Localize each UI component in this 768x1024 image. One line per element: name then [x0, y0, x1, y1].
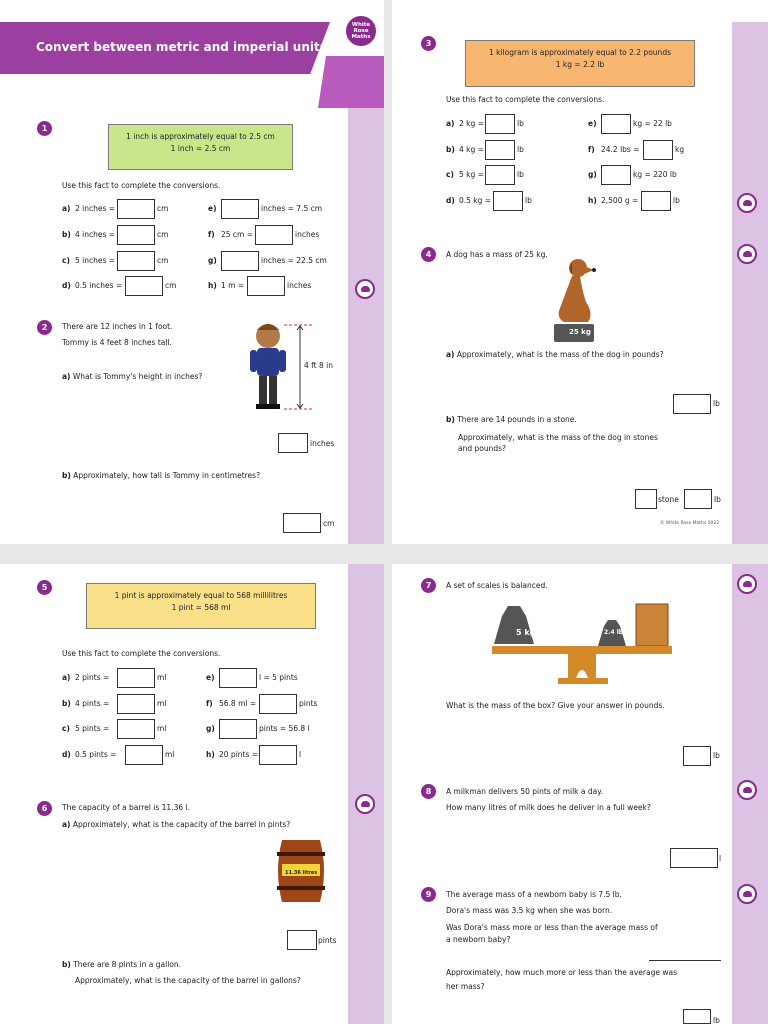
conversion-text: 5 pints = [75, 724, 110, 733]
answer-box[interactable] [683, 746, 711, 766]
question-text: and pounds? [458, 444, 506, 453]
weight-label: 5 kg [516, 628, 536, 637]
conversion-text: cm [157, 230, 169, 239]
part-label: a) [62, 673, 71, 682]
conversion-text: ml [157, 699, 167, 708]
unit-label: lb [713, 1016, 720, 1024]
fact-box [108, 124, 293, 170]
answer-box[interactable] [684, 489, 712, 509]
part-text: Approximately, what is the capacity of the barrel in pints? [72, 820, 291, 829]
answer-box[interactable] [117, 225, 155, 245]
part-label: b) [62, 230, 71, 239]
question-text [446, 350, 664, 360]
unit-label: l [719, 854, 722, 863]
answer-box[interactable] [259, 745, 297, 765]
part-label: c) [62, 724, 70, 733]
question-text: Approximately, what is the capacity of the barrel in gallons? [75, 976, 301, 985]
page-4 [392, 564, 768, 1024]
conversion-text: pints [299, 699, 318, 708]
question-text: What is the mass of the box? Give your answer in pounds. [446, 701, 665, 710]
side-strip [732, 22, 768, 544]
conversion-text: lb [517, 170, 524, 179]
answer-box[interactable] [221, 199, 259, 219]
part-label: a) [62, 820, 71, 829]
part-label: d) [62, 750, 71, 759]
conversion-text: 1 m = [221, 281, 245, 290]
conversion-text: kg = 220 lb [633, 170, 677, 179]
question-text: Was Dora's mass more or less than the average mass of [446, 923, 658, 932]
answer-box[interactable] [485, 140, 515, 160]
balance-scales-illustration [490, 602, 674, 686]
unit-label: pints [318, 936, 337, 945]
answer-box[interactable] [255, 225, 293, 245]
question-text [446, 415, 577, 425]
question-text [62, 820, 290, 830]
conversion-text: 0.5 inches = [75, 281, 123, 290]
question-text: Dora's mass was 3.5 kg when she was born. [446, 906, 613, 915]
question-text: There are 12 inches in 1 foot. [62, 322, 173, 331]
logo-text: Rose [353, 28, 369, 34]
question-text: How many litres of milk does he deliver in a full week? [446, 803, 651, 812]
part-label: g) [206, 724, 215, 733]
tick-icon [355, 794, 375, 814]
question-text: Tommy is 4 feet 8 inches tall. [62, 338, 172, 347]
logo-text: Maths [351, 34, 371, 40]
answer-box[interactable] [117, 719, 155, 739]
part-text: There are 8 pints in a gallon. [73, 960, 182, 969]
part-label: e) [588, 119, 597, 128]
fact-box [86, 583, 316, 629]
question-text [62, 372, 202, 382]
question-text [62, 960, 181, 970]
fact-text: 1 pint = 568 ml [171, 603, 231, 612]
question-number: 1 [37, 121, 52, 136]
part-label: c) [62, 256, 70, 265]
conversion-text: lb [517, 119, 524, 128]
tick-icon [737, 884, 757, 904]
page-3 [0, 564, 384, 1024]
question-text: A set of scales is balanced. [446, 581, 548, 590]
logo [344, 14, 378, 48]
answer-box[interactable] [117, 694, 155, 714]
part-label: b) [62, 471, 71, 480]
question-text: A dog has a mass of 25 kg. [446, 250, 548, 259]
unit-label: lb [714, 495, 721, 504]
question-number: 9 [421, 887, 436, 902]
answer-box[interactable] [643, 140, 673, 160]
part-label: a) [62, 204, 71, 213]
copyright: © White Rose Maths 2022 [660, 521, 720, 526]
conversion-text: cm [157, 204, 169, 213]
part-label: a) [446, 350, 455, 359]
question-number: 3 [421, 36, 436, 51]
conversion-text: 25 cm = [221, 230, 254, 239]
answer-box[interactable] [219, 668, 257, 688]
part-text: Approximately, how tall is Tommy in centimetres? [73, 471, 261, 480]
question-number: 8 [421, 784, 436, 799]
instruction: Use this fact to complete the conversions. [62, 181, 221, 190]
unit-label: lb [713, 751, 720, 760]
tick-icon [737, 244, 757, 264]
part-label: f) [208, 230, 215, 239]
question-text: Approximately, how much more or less than the average was [446, 968, 677, 977]
barrel-label: 11.36 litres [285, 870, 318, 876]
instruction: Use this fact to complete the conversions. [446, 95, 605, 104]
conversion-text: 56.8 ml = [219, 699, 257, 708]
part-text: There are 14 pounds in a stone. [457, 415, 577, 424]
answer-box[interactable] [117, 199, 155, 219]
conversion-text: inches [287, 281, 312, 290]
answer-box[interactable] [485, 165, 515, 185]
answer-line[interactable] [649, 960, 721, 961]
part-label: d) [62, 281, 71, 290]
part-label: b) [446, 145, 455, 154]
conversion-text: lb [517, 145, 524, 154]
part-label: g) [588, 170, 597, 179]
answer-box[interactable] [493, 191, 523, 211]
question-text: her mass? [446, 982, 485, 991]
part-label: g) [208, 256, 217, 265]
conversion-text: kg = 22 lb [633, 119, 672, 128]
answer-box[interactable] [125, 276, 163, 296]
answer-box[interactable] [117, 251, 155, 271]
question-number: 6 [37, 801, 52, 816]
conversion-text: 24.2 lbs = [601, 145, 640, 154]
fact-text: 1 pint is approximately equal to 568 millilitres [114, 591, 288, 600]
answer-box[interactable] [485, 114, 515, 134]
conversion-text: lb [673, 196, 680, 205]
answer-box[interactable] [683, 1009, 711, 1024]
conversion-text: cm [157, 256, 169, 265]
conversion-text: ml [157, 673, 167, 682]
instruction: Use this fact to complete the conversions. [62, 649, 221, 658]
page-1 [0, 0, 384, 544]
unit-label: lb [713, 399, 720, 408]
part-text: What is Tommy's height in inches? [72, 372, 203, 381]
part-text: Approximately, what is the mass of the dog in pounds? [456, 350, 664, 359]
question-text [62, 471, 260, 481]
part-label: h) [208, 281, 217, 290]
part-label: b) [62, 699, 71, 708]
title-banner-accent [318, 56, 384, 108]
conversion-text: ml [165, 750, 175, 759]
weight-label: 25 kg [569, 328, 591, 336]
part-label: h) [206, 750, 215, 759]
conversion-text: 2 kg = [459, 119, 484, 128]
part-label: f) [206, 699, 213, 708]
fact-box [465, 40, 695, 87]
answer-box[interactable] [641, 191, 671, 211]
answer-box[interactable] [125, 745, 163, 765]
conversion-text: 5 inches = [75, 256, 116, 265]
answer-box[interactable] [283, 513, 321, 533]
tick-icon [737, 193, 757, 213]
conversion-text: 5 kg = [459, 170, 484, 179]
part-label: c) [446, 170, 454, 179]
tick-icon [355, 279, 375, 299]
question-text: The capacity of a barrel is 11.36 l. [62, 803, 190, 812]
conversion-text: l [299, 750, 302, 759]
answer-box[interactable] [278, 433, 308, 453]
conversion-text: 4 pints = [75, 699, 110, 708]
fact-text: 1 inch is approximately equal to 2.5 cm [126, 132, 275, 141]
conversion-text: pints = 56.8 l [259, 724, 310, 733]
part-label: b) [446, 415, 455, 424]
answer-box[interactable] [287, 930, 317, 950]
question-text: The average mass of a newborn baby is 7.5 lb. [446, 890, 622, 899]
fact-text: 1 kilogram is approximately equal to 2.2 pounds [489, 48, 671, 57]
fact-text: 1 kg = 2.2 lb [555, 60, 605, 69]
page-title: Convert between metric and imperial units [36, 40, 327, 54]
conversion-text: 2 pints = [75, 673, 110, 682]
answer-box[interactable] [670, 848, 718, 868]
question-number: 2 [37, 320, 52, 335]
part-label: f) [588, 145, 595, 154]
question-text: A milkman delivers 50 pints of milk a day. [446, 787, 604, 796]
question-number: 7 [421, 578, 436, 593]
part-label: e) [208, 204, 217, 213]
answer-box[interactable] [221, 251, 259, 271]
answer-box[interactable] [219, 719, 257, 739]
question-text: Approximately, what is the mass of the dog in stones [458, 433, 658, 442]
fact-text: 1 inch = 2.5 cm [170, 144, 231, 153]
tick-icon [737, 574, 757, 594]
question-number: 5 [37, 580, 52, 595]
unit-label: inches [310, 439, 335, 448]
tick-icon [737, 780, 757, 800]
conversion-text: 20 pints = [219, 750, 259, 759]
weight-label: 2.4 lb [604, 629, 624, 636]
conversion-text: 0.5 kg = [459, 196, 492, 205]
conversion-text: kg [675, 145, 685, 154]
part-label: a) [62, 372, 71, 381]
conversion-text: inches [295, 230, 320, 239]
part-label: d) [446, 196, 455, 205]
part-label: e) [206, 673, 215, 682]
logo-text: White [351, 22, 371, 28]
conversion-text: ml [157, 724, 167, 733]
part-label: a) [446, 119, 455, 128]
part-label: h) [588, 196, 597, 205]
conversion-text: 4 kg = [459, 145, 484, 154]
conversion-text: lb [525, 196, 532, 205]
height-label: 4 ft 8 in [304, 361, 333, 370]
answer-box[interactable] [247, 276, 285, 296]
unit-label: stone [658, 495, 679, 504]
answer-box[interactable] [601, 165, 631, 185]
conversion-text: inches = 22.5 cm [261, 256, 327, 265]
question-text: a newborn baby? [446, 935, 511, 944]
conversion-text: 2,500 g = [601, 196, 639, 205]
answer-box[interactable] [117, 668, 155, 688]
answer-box[interactable] [601, 114, 631, 134]
side-strip [348, 100, 384, 544]
part-label: b) [62, 960, 71, 969]
answer-box[interactable] [635, 489, 657, 509]
conversion-text: 2 inches = [75, 204, 116, 213]
unit-label: cm [323, 519, 335, 528]
conversion-text: cm [165, 281, 177, 290]
question-number: 4 [421, 247, 436, 262]
answer-box[interactable] [259, 694, 297, 714]
conversion-text: 4 inches = [75, 230, 116, 239]
conversion-text: inches = 7.5 cm [261, 204, 323, 213]
answer-box[interactable] [673, 394, 711, 414]
conversion-text: 0.5 pints = [75, 750, 117, 759]
page-2 [392, 0, 768, 544]
conversion-text: l = 5 pints [259, 673, 298, 682]
